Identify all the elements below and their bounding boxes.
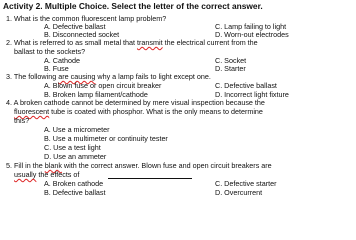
q4-option-d: D. Use an ammeter <box>44 152 107 161</box>
q1-option-d: D. Worn-out electrodes <box>215 30 289 39</box>
q5-option-b: B. Defective ballast <box>44 188 106 197</box>
q2-option-d: D. Starter <box>215 64 246 73</box>
question-4-stem: 4. A broken cathode cannot be determined by mere visual inspection because the <box>6 98 265 107</box>
q3-option-a: A. Blown fuse or open circuit breaker <box>44 81 162 90</box>
q3-grammar-flag: are causing <box>58 72 96 81</box>
q5-stem-part: 5. Fill in the <box>6 161 45 170</box>
q2-option-c: C. Socket <box>215 56 247 65</box>
q5-stem-part: the effects of <box>36 170 80 179</box>
q2-option-a: A. Cathode <box>44 56 80 65</box>
q3-option-c: C. Defective ballast <box>215 81 277 90</box>
q5-option-a: A. Broken cathode <box>44 179 104 188</box>
q4-option-c: C. Use a test light <box>44 143 101 152</box>
q5-flagged-word-2: usually <box>14 170 37 179</box>
q2-option-b: B. Fuse <box>44 64 69 73</box>
q3-option-b: B. Broken lamp filament/cathode <box>44 90 148 99</box>
q3-stem-part: why a lamp fails to light except one. <box>95 72 211 81</box>
activity-title: Activity 2. Multiple Choice. Select the letter of the correct answer. <box>3 1 263 11</box>
q4-option-a: A. Use a micrometer <box>44 125 110 134</box>
question-5-stem-line2 <box>14 171 79 179</box>
q5-flagged-word: blank <box>44 161 62 170</box>
question-5-stem <box>6 162 272 170</box>
question-4-stem-line2 <box>14 108 263 116</box>
answer-blank-line <box>108 178 192 179</box>
q2-misspelled-word: transmit <box>137 38 163 47</box>
q5-stem-part: with the correct answer. Blown fuse and open circuit breakers are <box>61 161 272 170</box>
question-3-stem <box>6 73 211 81</box>
q5-option-c: C. Defective starter <box>215 179 277 188</box>
question-4-stem-line3: this? <box>14 116 30 125</box>
q1-option-c: C. Lamp failing to light <box>215 22 287 31</box>
q4-option-b: B. Use a multimeter or continuity tester <box>44 134 168 143</box>
q3-option-d: D. Incorrect light fixture <box>215 90 289 99</box>
q2-stem-part: 2. What is referred to as small metal that <box>6 38 138 47</box>
question-2-stem-line2: ballast to the sockets? <box>14 47 86 56</box>
question-1-stem: 1. What is the common fluorescent lamp problem? <box>6 14 167 23</box>
question-2-stem <box>6 39 258 47</box>
q4-stem-part: tube is coated with phosphor. What is the only means to determine <box>49 107 263 116</box>
q1-option-b: B. Disconnected socket <box>44 30 120 39</box>
q3-stem-part: 3. The following <box>6 72 59 81</box>
q1-option-a: A. Defective ballast <box>44 22 106 31</box>
q2-stem-part: the electrical current from the <box>162 38 258 47</box>
q5-option-d: D. Overcurrent <box>215 188 263 197</box>
q4-flagged-word: fluorescent <box>14 107 50 116</box>
